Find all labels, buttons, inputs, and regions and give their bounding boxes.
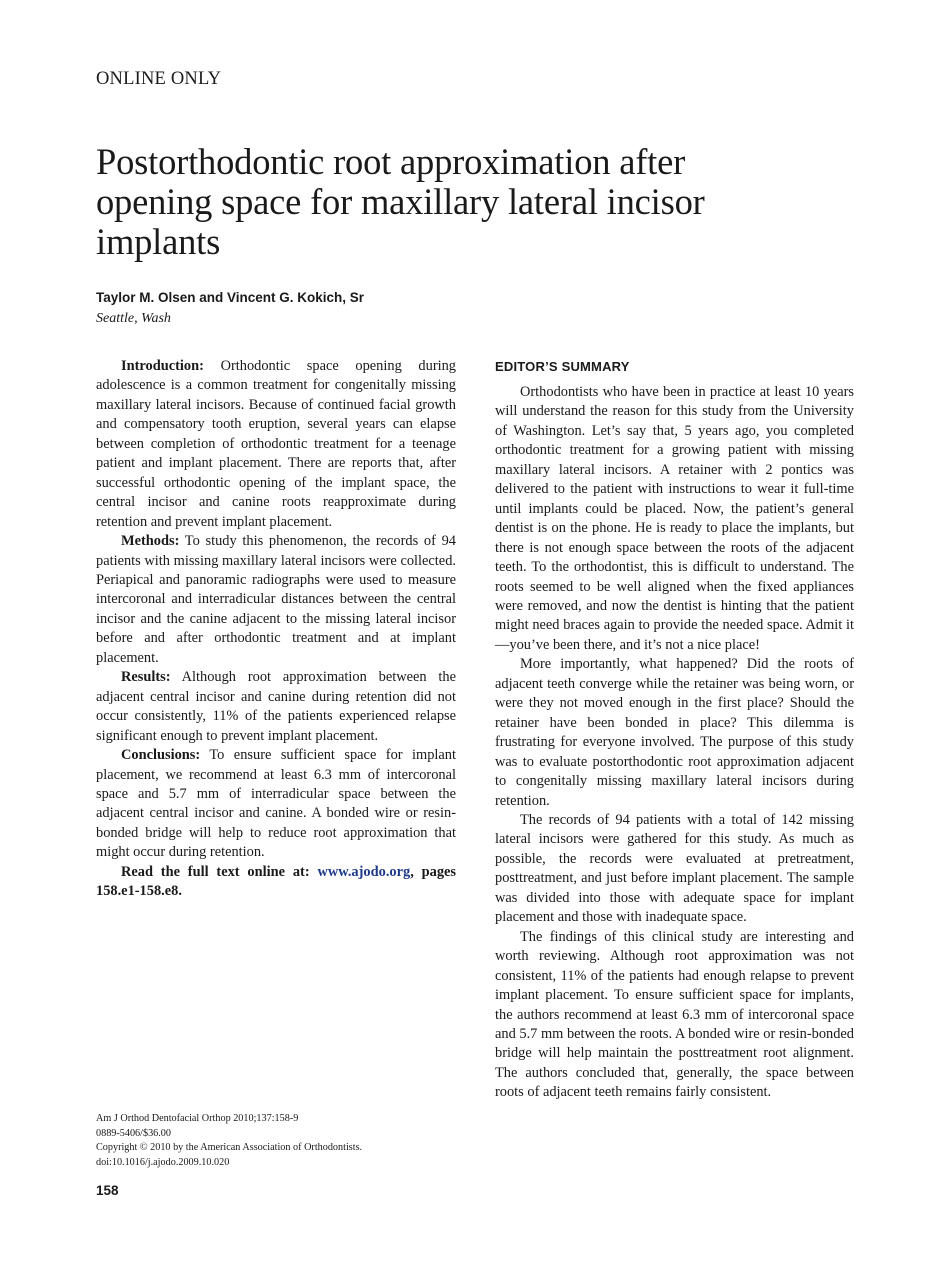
editors-summary xyxy=(495,383,854,1103)
citation-block xyxy=(96,1112,362,1170)
article-title-line: Postorthodontic root approximation after xyxy=(96,141,686,182)
section-label: ONLINE ONLY xyxy=(96,69,222,89)
journal-website-link[interactable]: www.ajodo.org xyxy=(317,863,411,880)
article-title-line: opening space for maxillary lateral incisor xyxy=(96,181,705,222)
abstract-introduction xyxy=(96,357,456,532)
abstract-conclusions-label: Conclusions: xyxy=(121,747,201,764)
editors-summary-heading: EDITOR’S SUMMARY xyxy=(495,359,630,374)
abstract-results xyxy=(96,668,456,746)
read-full-text-prefix: Read the full text online at: xyxy=(121,863,318,880)
abstract-methods-label: Methods: xyxy=(121,533,180,550)
abstract-introduction-text: Orthodontic space opening during adolescence is a common treatment for congenitally missing maxillary lateral incisors. Because of continued facial growth and compensatory tooth eruption, several years can elapse between completion of orthodontic treatment for a teenage patient and implant placement. There are reports that, after successful orthodontic opening of the implant space, the central incisor and canine roots reapproximate during retention and prevent implant placement. xyxy=(96,358,456,530)
abstract-introduction-label: Introduction: xyxy=(121,358,204,374)
read-full-text xyxy=(96,863,456,902)
journal-citation: Am J Orthod Dentofacial Orthop 2010;137:158-9 xyxy=(96,1113,299,1124)
editors-summary-paragraph: Orthodontists who have been in practice at least 10 years will understand the reason for this study from the University of Washington. Let’s say that, 5 years ago, you completed orthodontic treatment for a growing patient with missing maxillary lateral incisors. A retainer with 2 pontics was delivered to the patient with instructions to wear it full-time until implants could be placed. Now, the patient’s general dentist is on the phone. He is ready to place the implants, but there is not enough space between the roots of the adjacent teeth. To the orthodontist, this is difficult to understand. The roots seemed to be well aligned when the fixed appliances were removed, and now the dentist is hinting that the patient might need braces again to provide the needed space. Admit it—you’ve been there, and it’s not a nice place! xyxy=(495,384,854,653)
abstract-results-label: Results: xyxy=(121,669,171,686)
abstract xyxy=(96,357,456,902)
abstract-methods-text: To study this phenomenon, the records of 94 patients with missing maxillary lateral incisors were collected. Periapical and panoramic radiographs were used to measure intercoronal and interradicular distances between the central incisor and the canine adjacent to the missing lateral incisor before and after orthodontic treatment and at implant placement. xyxy=(96,533,456,666)
abstract-conclusions xyxy=(96,746,456,863)
editors-summary-paragraph: The findings of this clinical study are interesting and worth reviewing. Although root approximation was not consistent, 11% of the patients had enough relapse to prevent implant placement. To ensure sufficient space for implants, the authors recommend at least 6.3 mm of intercoronal space and 5.7 mm between the roots. A bonded wire or resin-bonded bridge will help maintain the posttreatment root alignment. The authors concluded that, generally, the space between roots of adjacent teeth remains fairly consistent. xyxy=(495,928,854,1101)
editors-summary-paragraph: More importantly, what happened? Did the roots of adjacent teeth converge while the retainer was being worn, or were they not moved enough in the first place? Should the retainer have been bonded in place? This dilemma is frustrating for everyone involved. The purpose of this study was to evaluate postorthodontic root approximation adjacent to congenitally missing maxillary lateral incisors during retention. xyxy=(495,656,854,809)
abstract-methods xyxy=(96,532,456,668)
author-affiliation: Seattle, Wash xyxy=(96,311,171,326)
read-full-text-pages: , pages 158.e1-158.e8. xyxy=(96,863,457,900)
abstract-results-text: Although root approximation between the adjacent central incisor and canine during retention did not occur consistently, 11% of the patients experienced relapse significant enough to prevent implant placement. xyxy=(96,669,456,744)
abstract-conclusions-text: To ensure sufficient space for implant placement, we recommend at least 6.3 mm of intercoronal space and 5.7 mm of interradicular space between the adjacent central incisor and canine. A bonded wire or resin-bonded bridge will help to reduce root approximation that might occur during retention. xyxy=(96,747,456,861)
editors-summary-paragraph: The records of 94 patients with a total of 142 missing lateral incisors were gathered for this study. As much as possible, the records were evaluated at pretreatment, posttreatment, and just before implant placement. The sample was divided into those with adequate space for implant placement and those with inadequate space. xyxy=(495,811,854,926)
copyright-notice: Copyright © 2010 by the American Association of Orthodontists. xyxy=(96,1142,363,1153)
issn-price: 0889-5406/$36.00 xyxy=(96,1127,171,1139)
doi: doi:10.1016/j.ajodo.2009.10.020 xyxy=(96,1156,230,1168)
author-list: Taylor M. Olsen and Vincent G. Kokich, Sr xyxy=(96,290,365,305)
article-title xyxy=(96,142,816,262)
article-title-line: implants xyxy=(96,221,221,262)
page-number: 158 xyxy=(96,1183,119,1198)
